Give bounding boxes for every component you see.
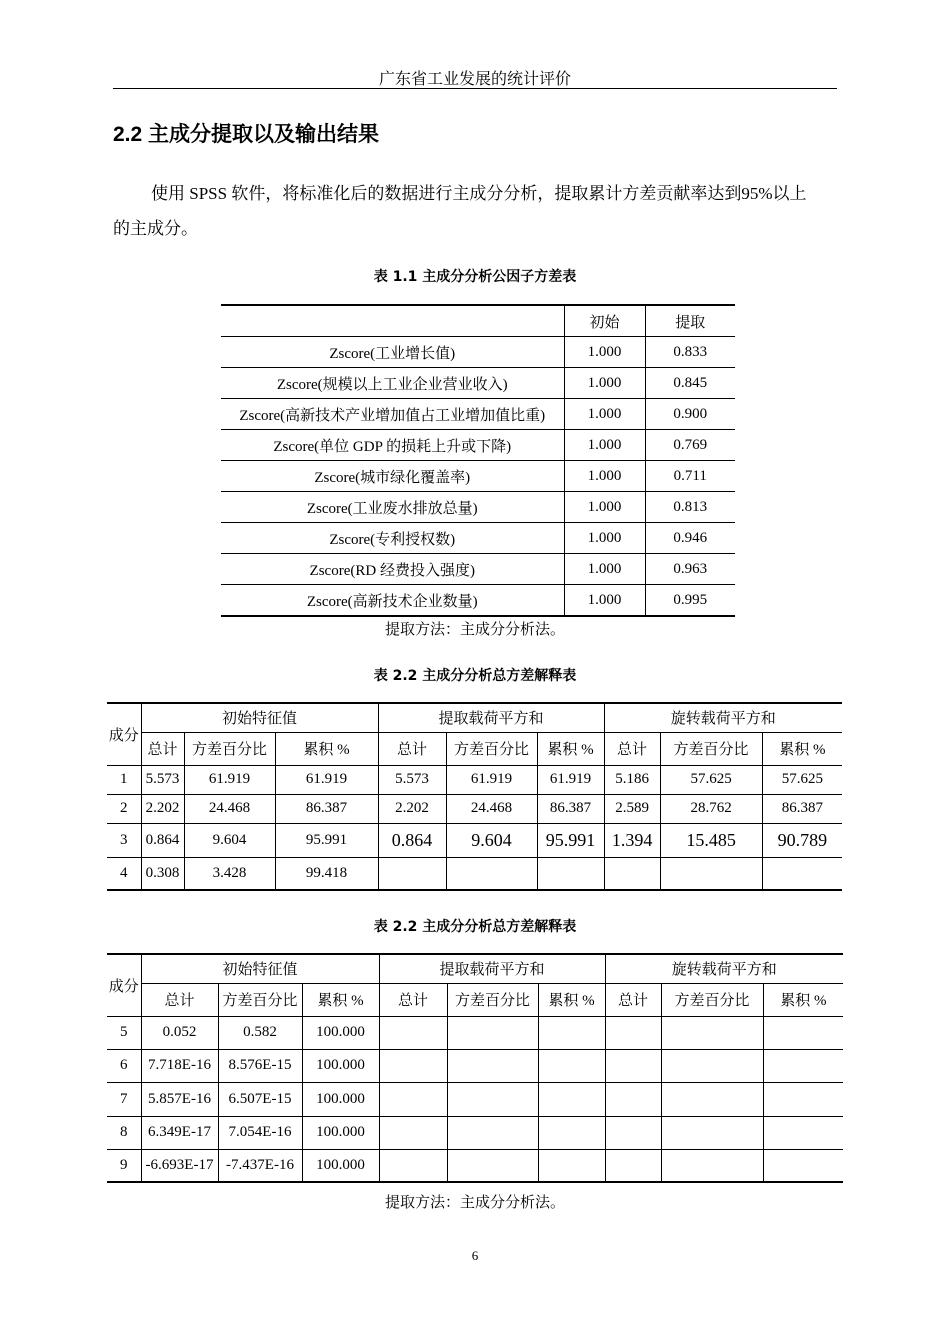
- component-number-cell: 1: [107, 765, 141, 794]
- value-cell: 3.428: [184, 857, 275, 890]
- sub-header: 方差百分比: [660, 732, 762, 765]
- value-cell: 100.000: [302, 1049, 379, 1082]
- section-title: 2.2 主成分提取以及输出结果: [113, 123, 380, 146]
- value-cell: 0.582: [218, 1016, 302, 1049]
- component-number-cell: 8: [107, 1116, 141, 1149]
- sub-header: 累积 %: [302, 983, 379, 1016]
- value-cell: 0.900: [645, 399, 735, 430]
- sub-header: 总计: [141, 732, 184, 765]
- value-cell: 86.387: [275, 794, 378, 823]
- value-cell: 99.418: [275, 857, 378, 890]
- group-header: 旋转载荷平方和: [604, 703, 842, 732]
- table-row: [221, 554, 735, 585]
- group-header: 提取载荷平方和: [378, 703, 604, 732]
- value-cell: [661, 1149, 763, 1182]
- value-cell: [379, 1116, 447, 1149]
- value-cell: 57.625: [762, 765, 842, 794]
- sub-header: 方差百分比: [218, 983, 302, 1016]
- value-cell: [763, 1149, 843, 1182]
- value-cell: [605, 1116, 661, 1149]
- group-header: 旋转载荷平方和: [605, 954, 843, 983]
- table-row: [221, 585, 735, 617]
- value-cell: 5.573: [141, 765, 184, 794]
- component-number-cell: 3: [107, 823, 141, 857]
- value-cell: 100.000: [302, 1116, 379, 1149]
- value-cell: [446, 857, 537, 890]
- value-cell: 1.000: [564, 523, 645, 554]
- value-cell: -7.437E-16: [218, 1149, 302, 1182]
- variable-name-cell: Zscore(单位 GDP 的损耗上升或下降): [221, 430, 564, 461]
- value-cell: [538, 1082, 605, 1116]
- value-cell: 1.000: [564, 368, 645, 399]
- component-number-cell: 5: [107, 1016, 141, 1049]
- table1-caption: 表 1.1 主成分分析公因子方差表: [373, 269, 577, 285]
- value-cell: 0.845: [645, 368, 735, 399]
- value-cell: [379, 1149, 447, 1182]
- table-row: [107, 1016, 843, 1049]
- value-cell: [605, 1082, 661, 1116]
- column-header: 初始: [564, 305, 645, 337]
- value-cell: 0.864: [378, 823, 446, 857]
- value-cell: 28.762: [660, 794, 762, 823]
- table-row: [107, 794, 842, 823]
- table-row: [221, 337, 735, 368]
- variable-name-cell: Zscore(高新技术企业数量): [221, 585, 564, 617]
- value-cell: [763, 1116, 843, 1149]
- value-cell: 1.000: [564, 585, 645, 617]
- value-cell: 95.991: [537, 823, 604, 857]
- value-cell: [538, 1149, 605, 1182]
- value-cell: 1.394: [604, 823, 660, 857]
- value-cell: 86.387: [537, 794, 604, 823]
- value-cell: 0.769: [645, 430, 735, 461]
- value-cell: [661, 1082, 763, 1116]
- value-cell: 1.000: [564, 399, 645, 430]
- sub-header: 总计: [604, 732, 660, 765]
- sub-header: 方差百分比: [184, 732, 275, 765]
- value-cell: 2.589: [604, 794, 660, 823]
- variable-name-cell: Zscore(工业废水排放总量): [221, 492, 564, 523]
- sub-header: 累积 %: [275, 732, 378, 765]
- value-cell: 1.000: [564, 430, 645, 461]
- value-cell: [378, 857, 446, 890]
- component-number-cell: 6: [107, 1049, 141, 1082]
- value-cell: [379, 1049, 447, 1082]
- value-cell: 0.946: [645, 523, 735, 554]
- variable-name-cell: Zscore(高新技术产业增加值占工业增加值比重): [221, 399, 564, 430]
- value-cell: 100.000: [302, 1082, 379, 1116]
- sub-header: 总计: [605, 983, 661, 1016]
- column-header: 提取: [645, 305, 735, 337]
- table-row: [107, 857, 842, 890]
- value-cell: 57.625: [660, 765, 762, 794]
- value-cell: 1.000: [564, 461, 645, 492]
- value-cell: 5.186: [604, 765, 660, 794]
- value-cell: 95.991: [275, 823, 378, 857]
- value-cell: [762, 857, 842, 890]
- value-cell: 24.468: [184, 794, 275, 823]
- value-cell: 0.308: [141, 857, 184, 890]
- component-number-cell: 4: [107, 857, 141, 890]
- value-cell: 0.052: [141, 1016, 218, 1049]
- value-cell: -6.693E-17: [141, 1149, 218, 1182]
- component-header: 成分: [107, 703, 141, 765]
- value-cell: [661, 1016, 763, 1049]
- value-cell: [538, 1116, 605, 1149]
- value-cell: 9.604: [184, 823, 275, 857]
- value-cell: 0.995: [645, 585, 735, 617]
- value-cell: [447, 1149, 538, 1182]
- sub-header: 方差百分比: [446, 732, 537, 765]
- sub-header: 总计: [379, 983, 447, 1016]
- value-cell: 1.000: [564, 554, 645, 585]
- header-divider: [113, 88, 837, 89]
- group-header: 提取载荷平方和: [379, 954, 605, 983]
- table-row: [107, 765, 842, 794]
- value-cell: [538, 1016, 605, 1049]
- table-row: [221, 523, 735, 554]
- sub-header: 累积 %: [537, 732, 604, 765]
- table-row: [221, 399, 735, 430]
- table1-note: 提取方法：主成分分析法。: [384, 622, 565, 638]
- value-cell: [763, 1049, 843, 1082]
- value-cell: 15.485: [660, 823, 762, 857]
- table-row: [221, 461, 735, 492]
- component-header: 成分: [107, 954, 141, 1016]
- communalities-table: [221, 304, 735, 617]
- value-cell: [661, 1116, 763, 1149]
- group-header: 初始特征值: [141, 954, 379, 983]
- value-cell: 0.963: [645, 554, 735, 585]
- sub-header: 方差百分比: [447, 983, 538, 1016]
- table-row: [107, 823, 842, 857]
- value-cell: 61.919: [184, 765, 275, 794]
- value-cell: 5.857E-16: [141, 1082, 218, 1116]
- table-row: [107, 1082, 843, 1116]
- variable-name-cell: Zscore(工业增长值): [221, 337, 564, 368]
- value-cell: [660, 857, 762, 890]
- value-cell: [763, 1016, 843, 1049]
- sub-header: 方差百分比: [661, 983, 763, 1016]
- value-cell: 90.789: [762, 823, 842, 857]
- table-row: [221, 430, 735, 461]
- page-number: 6: [471, 1248, 479, 1263]
- variable-name-cell: Zscore(城市绿化覆盖率): [221, 461, 564, 492]
- sub-header: 总计: [141, 983, 218, 1016]
- value-cell: 1.000: [564, 337, 645, 368]
- value-cell: 9.604: [446, 823, 537, 857]
- value-cell: 0.813: [645, 492, 735, 523]
- value-cell: 100.000: [302, 1149, 379, 1182]
- table-row: [221, 492, 735, 523]
- value-cell: 7.054E-16: [218, 1116, 302, 1149]
- variable-name-cell: Zscore(RD 经费投入强度): [221, 554, 564, 585]
- body-paragraph: 使用 SPSS 软件，将标准化后的数据进行主成分分析，提取累计方差贡献率达到95%以上的主成分。: [113, 184, 807, 238]
- sub-header: 累积 %: [538, 983, 605, 1016]
- value-cell: 1.000: [564, 492, 645, 523]
- value-cell: [447, 1116, 538, 1149]
- running-header: 广东省工业发展的统计评价: [378, 71, 571, 88]
- table-row: [107, 1116, 843, 1149]
- table3-caption: 表 2.2 主成分分析总方差解释表: [373, 919, 577, 935]
- value-cell: 8.576E-15: [218, 1049, 302, 1082]
- column-header: [221, 305, 564, 337]
- value-cell: 0.833: [645, 337, 735, 368]
- sub-header: 累积 %: [763, 983, 843, 1016]
- component-number-cell: 9: [107, 1149, 141, 1182]
- table-row: [107, 1149, 843, 1182]
- value-cell: 6.507E-15: [218, 1082, 302, 1116]
- sub-header-row: [107, 732, 842, 765]
- table3-note: 提取方法：主成分分析法。: [384, 1195, 565, 1211]
- table2-caption: 表 2.2 主成分分析总方差解释表: [373, 668, 577, 684]
- value-cell: [661, 1049, 763, 1082]
- group-header-row: [107, 954, 843, 983]
- variance-table-2: [107, 953, 843, 1183]
- variable-name-cell: Zscore(规模以上工业企业营业收入): [221, 368, 564, 399]
- value-cell: [605, 1149, 661, 1182]
- value-cell: [447, 1049, 538, 1082]
- value-cell: 2.202: [141, 794, 184, 823]
- sub-header: 累积 %: [762, 732, 842, 765]
- value-cell: 7.718E-16: [141, 1049, 218, 1082]
- value-cell: [379, 1016, 447, 1049]
- value-cell: [538, 1049, 605, 1082]
- value-cell: 61.919: [275, 765, 378, 794]
- group-header-row: [107, 703, 842, 732]
- value-cell: 6.349E-17: [141, 1116, 218, 1149]
- value-cell: 2.202: [378, 794, 446, 823]
- variable-name-cell: Zscore(专利授权数): [221, 523, 564, 554]
- table-row: [221, 368, 735, 399]
- value-cell: [537, 857, 604, 890]
- value-cell: [763, 1082, 843, 1116]
- table-header-row: [221, 305, 735, 337]
- value-cell: 100.000: [302, 1016, 379, 1049]
- value-cell: [447, 1016, 538, 1049]
- value-cell: 24.468: [446, 794, 537, 823]
- value-cell: [604, 857, 660, 890]
- variance-table-1: [107, 702, 842, 891]
- value-cell: [447, 1082, 538, 1116]
- table-row: [107, 1049, 843, 1082]
- value-cell: 61.919: [537, 765, 604, 794]
- value-cell: 0.864: [141, 823, 184, 857]
- sub-header-row: [107, 983, 843, 1016]
- value-cell: [605, 1049, 661, 1082]
- group-header: 初始特征值: [141, 703, 378, 732]
- value-cell: [379, 1082, 447, 1116]
- value-cell: 0.711: [645, 461, 735, 492]
- value-cell: 5.573: [378, 765, 446, 794]
- value-cell: 61.919: [446, 765, 537, 794]
- sub-header: 总计: [378, 732, 446, 765]
- value-cell: 86.387: [762, 794, 842, 823]
- value-cell: [605, 1016, 661, 1049]
- component-number-cell: 7: [107, 1082, 141, 1116]
- component-number-cell: 2: [107, 794, 141, 823]
